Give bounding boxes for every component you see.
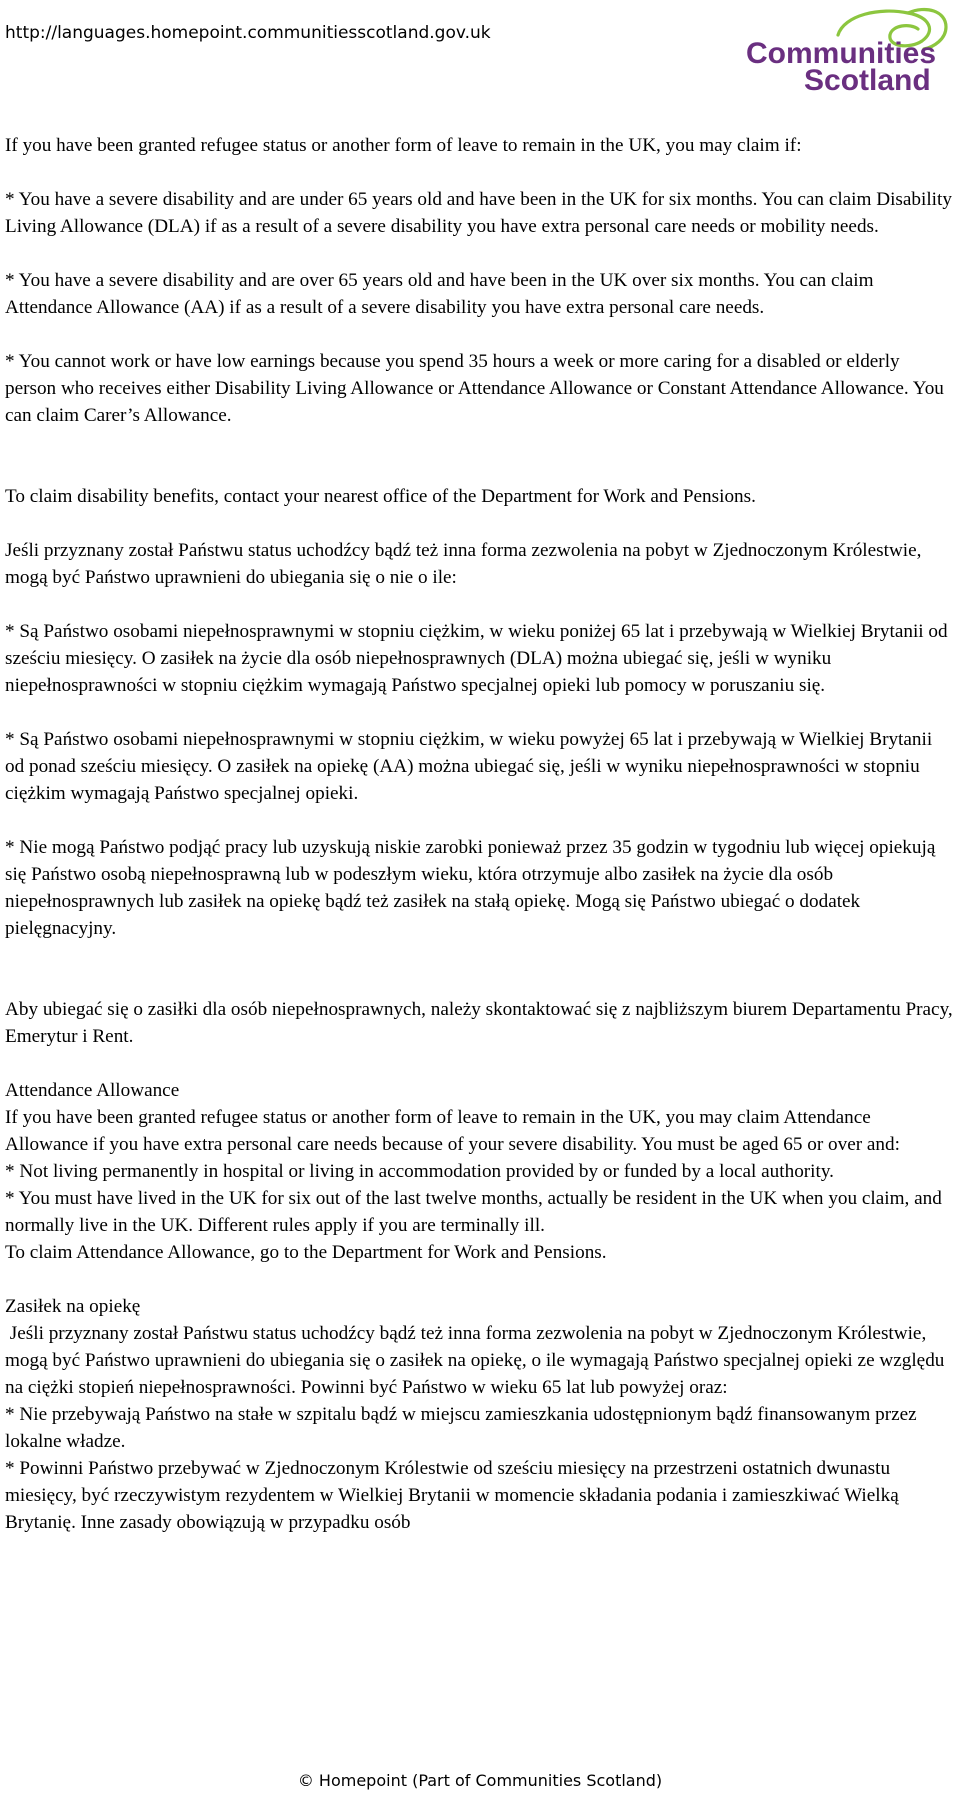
section-heading: Zasiłek na opiekę: [5, 1296, 141, 1317]
list-item: * Not living permanently in hospital or living in accommodation provided by or funded by a local authority.: [5, 1161, 834, 1182]
paragraph: * Są Państwo osobami niepełnosprawnymi w stopniu ciężkim, w wieku poniżej 65 lat i przebywają w Wielkiej Brytanii od sześciu miesięcy. O zasiłek na życie dla osób niepełnosprawnych (DLA) można ubiegać się, jeśli w wyniku niepełnosprawności w stopniu ciężkim wymagają Państwo specjalnej opieki lub pomocy w poruszaniu się.: [5, 621, 948, 696]
paragraph: If you have been granted refugee status or another form of leave to remain in the UK, you may claim if:: [5, 135, 802, 156]
paragraph: Jeśli przyznany został Państwu status uchodźcy bądź też inna forma zezwolenia na pobyt w Zjednoczonym Królestwie, mogą być Państwo uprawnieni do ubiegania się o zasiłek na opiekę, o ile wymagają Państwo specjalnej opieki ze względu na ciężki stopień niepełnosprawności. Powinni być Państwo w wieku 65 lat lub powyżej oraz:: [5, 1323, 950, 1398]
paragraph: * Są Państwo osobami niepełnosprawnymi w stopniu ciężkim, w wieku powyżej 65 lat i przebywają w Wielkiej Brytanii od ponad sześciu miesięcy. O zasiłek na opiekę (AA) można ubiegać się, jeśli w wyniku niepełnosprawności w stopniu ciężkim wymagają Państwo specjalnej opieki.: [5, 729, 933, 804]
list-item: * Powinni Państwo przebywać w Zjednoczonym Królestwie od sześciu miesięcy na przestrzeni ostatnich dwunastu miesięcy, być rzeczywistym rezydentem w Wielkiej Brytanii w momencie składania podania i zamieszkiwać Wielką Brytanię. Inne zasady obowiązują w przypadku osób: [5, 1458, 899, 1533]
paragraph: * Nie mogą Państwo podjąć pracy lub uzyskują niskie zarobki ponieważ przez 35 godzin w tygodniu lub więcej opiekują się Państwo osobą niepełnosprawną lub w podeszłym wieku, która otrzymuje albo zasiłek na życie dla osób niepełnosprawnych lub zasiłek na opiekę bądź też zasiłek na stałą opiekę. Mogą się Państwo ubiegać o dodatek pielęgnacyjny.: [5, 837, 936, 939]
document-body: [5, 132, 953, 1536]
page-url[interactable]: http://languages.homepoint.communitiesscotland.gov.uk: [5, 23, 491, 43]
paragraph: Jeśli przyznany został Państwu status uchodźcy bądź też inna forma zezwolenia na pobyt w Zjednoczonym Królestwie, mogą być Państwo uprawnieni do ubiegania się o nie o ile:: [5, 540, 922, 588]
paragraph: Aby ubiegać się o zasiłki dla osób niepełnosprawnych, należy skontaktować się z najbliższym biurem Departamentu Pracy, Emerytur i Rent.: [5, 999, 953, 1047]
logo-line-2: Scotland: [804, 64, 931, 97]
section-heading: Attendance Allowance: [5, 1080, 180, 1101]
paragraph: * You cannot work or have low earnings because you spend 35 hours a week or more caring for a disabled or elderly person who receives either Disability Living Allowance or Attendance Allowance or Constant Attendance Allowance. You can claim Carer’s Allowance.: [5, 351, 944, 426]
communities-scotland-logo: [740, 5, 955, 97]
page-footer: © Homepoint (Part of Communities Scotland): [297, 1771, 663, 1790]
list-item: * You must have lived in the UK for six out of the last twelve months, actually be resident in the UK when you claim, and normally live in the UK. Different rules apply if you are terminally ill.: [5, 1188, 942, 1236]
paragraph: To claim disability benefits, contact your nearest office of the Department for Work and Pensions.: [5, 486, 756, 507]
logo-line-1: Communities: [746, 37, 937, 70]
paragraph: If you have been granted refugee status or another form of leave to remain in the UK, you may claim Attendance Allowance if you have extra personal care needs because of your severe disability. You must be aged 65 or over and:: [5, 1107, 900, 1155]
paragraph: To claim Attendance Allowance, go to the Department for Work and Pensions.: [5, 1242, 607, 1263]
paragraph: * You have a severe disability and are under 65 years old and have been in the UK for six months. You can claim Disability Living Allowance (DLA) if as a result of a severe disability you have extra personal care needs or mobility needs.: [5, 189, 952, 237]
paragraph: * You have a severe disability and are over 65 years old and have been in the UK over six months. You can claim Attendance Allowance (AA) if as a result of a severe disability you have extra personal care needs.: [5, 270, 874, 318]
list-item: * Nie przebywają Państwo na stałe w szpitalu bądź w miejscu zamieszkania udostępnionym bądź finansowanym przez lokalne władze.: [5, 1404, 917, 1452]
